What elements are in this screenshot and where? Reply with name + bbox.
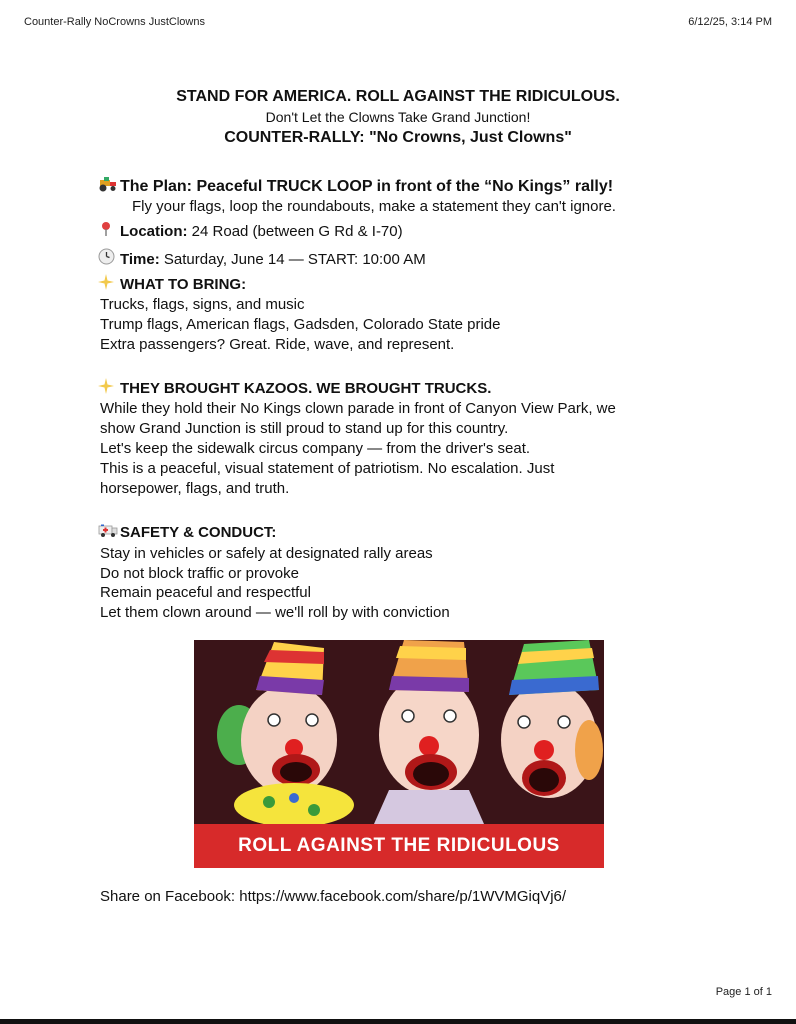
sparkle-icon [98,274,120,290]
headline-counter-rally: COUNTER-RALLY: "No Crowns, Just Clowns" [224,129,572,146]
safety-heading: SAFETY & CONDUCT: [120,524,277,541]
location-row [100,221,403,240]
time-label: Time: [120,251,160,268]
plan-subtext: Fly your flags, loop the roundabouts, make a statement they can't ignore. [132,198,616,215]
time-row [100,248,426,268]
kazoos-line: Let's keep the sidewalk circus company — from the driver's seat. [100,440,531,457]
page-number: Page 1 of 1 [715,986,772,998]
pin-icon [98,221,120,237]
bottom-edge [0,1019,796,1024]
safety-item: Do not block traffic or provoke [100,565,299,582]
location-label: Location: [120,223,188,240]
safety-item: Remain peaceful and respectful [100,584,311,601]
bring-item: Trump flags, American flags, Gadsden, Colorado State pride [100,316,501,333]
kazoos-line: This is a peaceful, visual statement of patriotism. No escalation. Just [100,460,555,477]
bring-item: Trucks, flags, signs, and music [100,296,305,313]
share-link[interactable]: Share on Facebook: https://www.facebook.com/share/p/1WVMGiqVj6/ [100,888,567,905]
bring-item: Extra passengers? Great. Ride, wave, and represent. [100,336,455,353]
image-banner: ROLL AGAINST THE RIDICULOUS [194,824,604,868]
time-value: Saturday, June 14 — START: 10:00 AM [163,251,426,268]
sparkle-icon [98,378,120,394]
headline-sub: Don't Let the Clowns Take Grand Junction! [265,109,531,125]
kazoos-heading: THEY BROUGHT KAZOOS. WE BROUGHT TRUCKS. [120,380,492,397]
location-value: 24 Road (between G Rd & I-70) [191,223,403,240]
ambulance-icon [98,523,120,538]
clowns-image [194,640,604,868]
bring-heading-row [100,274,246,293]
print-timestamp: 6/12/25, 3:14 PM [688,16,772,28]
kazoos-heading-row [100,378,491,397]
kazoos-line: show Grand Junction is still proud to stand up for this country. [100,420,509,437]
safety-item: Let them clown around — we'll roll by with conviction [100,604,450,621]
headline-main: STAND FOR AMERICA. ROLL AGAINST THE RIDICULOUS. [176,88,620,105]
safety-item: Stay in vehicles or safely at designated rally areas [100,545,433,562]
plan-heading: The Plan: Peaceful TRUCK LOOP in front of the “No Kings” rally! [120,178,614,195]
document-title: Counter-Rally NoCrowns JustClowns [24,16,205,28]
safety-heading-row [100,523,276,541]
tractor-icon [98,176,120,192]
plan-heading-row [100,176,613,196]
kazoos-line: While they hold their No Kings clown parade in front of Canyon View Park, we [100,400,616,417]
clock-icon [98,248,120,265]
kazoos-line: horsepower, flags, and truth. [100,480,290,497]
bring-heading: WHAT TO BRING: [120,276,247,293]
